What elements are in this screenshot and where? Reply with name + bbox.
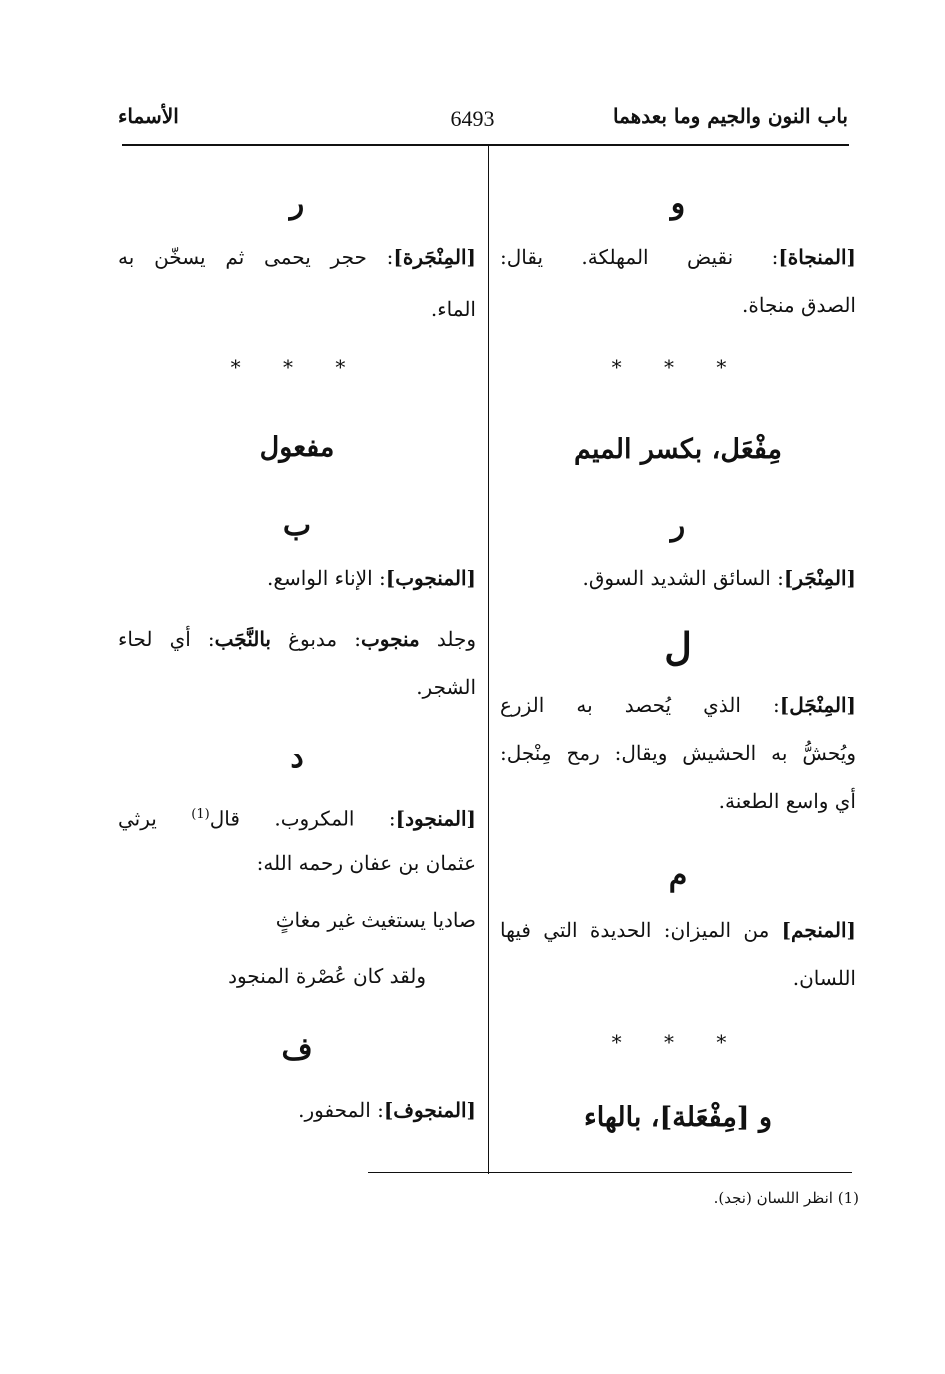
entry-text: : المكروب. قال [209,806,396,831]
right-column [500,0,856,1174]
section-heading: مفعول [259,432,335,463]
entry-text: يرثي [118,806,192,831]
entry-minjara-line2: الماء. [430,297,476,321]
page-number: 6493 [450,106,495,131]
footnote-rule [368,1172,852,1173]
entry-term: [المِنْجَرة] [393,245,476,269]
section-separator: * * * [611,355,745,379]
entry-text: : المحفور. [298,1098,384,1122]
letter-heading-ra: ر [289,186,305,221]
entry-text: : السائق الشديد السوق. [582,566,784,590]
section-heading: مِفْعَل، بكسر الميم [574,434,782,465]
entry-minjal-line1 [500,690,856,720]
entry-manjub [118,563,476,593]
entry-minjara-line1 [118,242,476,272]
entry-minjal-line2: ويُحشُّ به الحشيش ويقال: رمح مِنْجل: [500,741,856,765]
entry-term: [المنجاة] [778,245,856,269]
entry-manjud-line2: عثمان بن عفان رحمه الله: [256,851,476,875]
entry-minjam-line1 [500,915,856,945]
section-separator: * * * [611,1030,745,1054]
letter-heading-ra: ر [670,508,686,543]
entry-jild-line2: الشجر. [416,675,476,699]
footnote-marker[interactable]: (1) [191,807,210,822]
section-separator: * * * [230,355,364,379]
entry-manjuf [118,1095,476,1125]
entry-term: [المِنْجَر] [783,566,856,590]
closing-heading: و [مِفْعَلة]، بالهاء [584,1102,772,1133]
letter-heading-ba: ب [282,508,312,543]
entry-text: : نقيض المهلكة. يقال: [500,245,779,269]
letter-heading-mim: م [668,858,688,893]
entry-manjat-line1 [500,242,856,272]
entry-text: : الإناء الواسع. [266,566,386,590]
entry-term: [المنجوب] [385,566,476,590]
entry-minjar [500,563,856,593]
entry-text: من الميزان: الحديدة التي فيها [500,918,782,942]
entry-manjat-line2: الصدق منجاة. [742,293,856,317]
entry-term: [المنجم] [781,918,856,942]
entry-term: [المنجود] [395,806,476,831]
verse-line1: صاديا يستغيث غير مغاثٍ [275,908,476,932]
entry-text: : حجر يحمى ثم يسخّن به [118,245,394,269]
letter-heading-waw: و [670,186,686,221]
entry-text: : الذي يُحصد به الزرع [500,693,780,717]
letter-heading-lam: ل [664,624,692,669]
entry-minjal-line3: أي واسع الطعنة. [718,789,856,813]
chapter-title: باب النون والجيم وما بعدهما [613,104,848,128]
entry-text: : مدبوغ [270,627,361,651]
entry-manjud-line1 [118,800,476,834]
entry-term: [المنجوف] [383,1098,476,1122]
entry-jild-line1 [118,624,476,654]
entry-term: بالنَّجَب [214,627,271,651]
left-column [118,0,476,1174]
letter-heading-fa: ف [281,1032,313,1067]
verse-line2: ولقد كان عُصْرة المنجود [228,964,426,988]
letter-heading-dal: د [290,740,304,775]
column-divider [488,146,489,1174]
entry-term: منجوب [360,627,420,651]
entry-text: : أي لحاء [118,627,215,651]
entry-text: وجلد [419,627,477,651]
section-title: الأسماء [118,104,179,128]
footnote: (1) انظر اللسان (نجد). [713,1189,859,1207]
entry-minjam-line2: اللسان. [792,966,856,990]
entry-term: [المِنْجَل] [779,693,856,717]
